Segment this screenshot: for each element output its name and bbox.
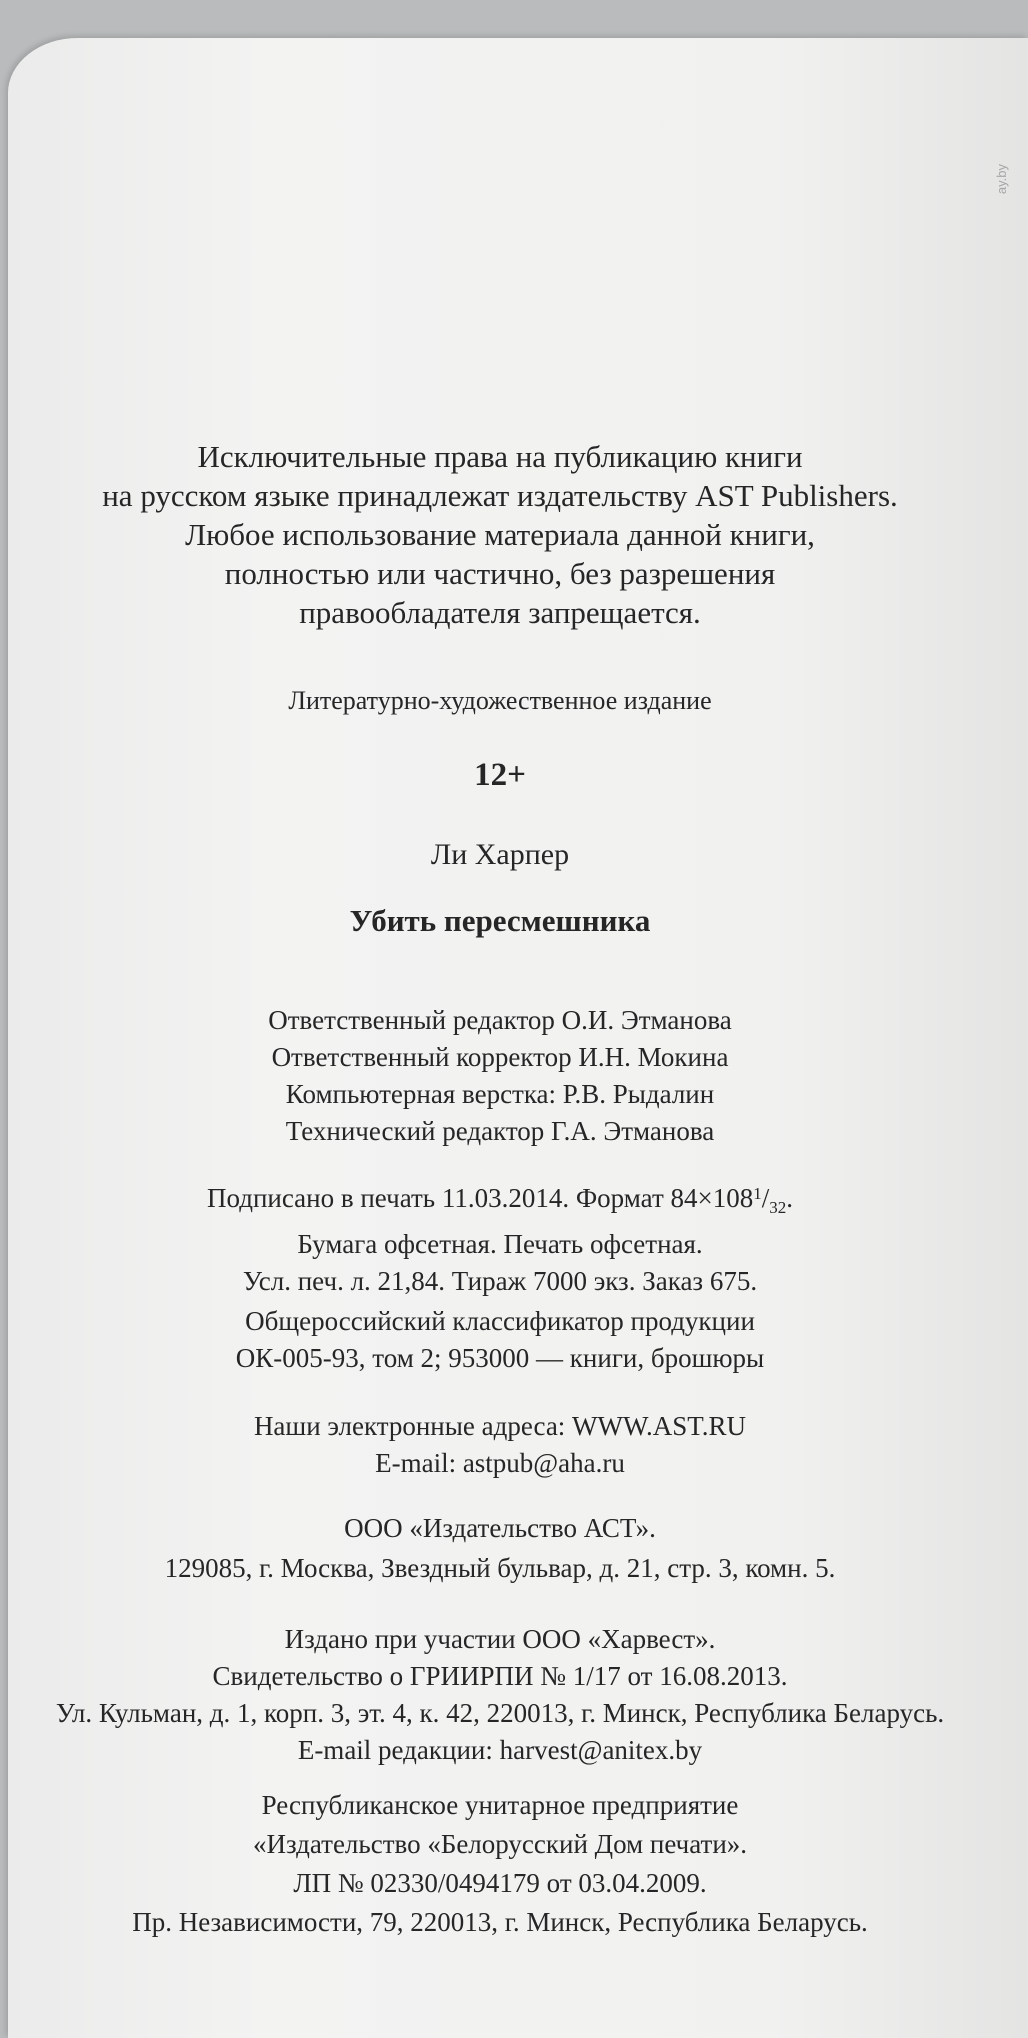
format-end: . [786, 1183, 793, 1213]
print-signed-line [0, 1175, 1000, 1226]
editorial-staff [0, 1002, 1000, 1150]
publisher-name: ООО «Издательство АСТ». [344, 1513, 656, 1543]
copyright-line: Исключительные права на публикацию книги [197, 439, 803, 474]
printing-line: «Издательство «Белорусский Дом печати». [252, 1829, 748, 1859]
staff-line: Ответственный корректор И.Н. Мокина [271, 1042, 729, 1072]
printing-line: ЛП № 02330/0494179 от 03.04.2009. [293, 1868, 707, 1898]
paper-line: Бумага офсетная. Печать офсетная. [297, 1229, 703, 1259]
print-signed-text: Подписано в печать 11.03.2014. Формат 84×108 [207, 1183, 754, 1213]
author-name: Ли Харпер [430, 838, 570, 871]
website-line: Наши электронные адреса: WWW.AST.RU [253, 1411, 747, 1441]
watermark: ay.by [994, 164, 1009, 195]
classifier-line: Общероссийский классификатор продукции [245, 1306, 755, 1336]
harvest-line: Издано при участии ООО «Харвест». [284, 1624, 716, 1654]
copyright-line: правообладателя запрещается. [299, 595, 701, 630]
harvest-line: Свидетельство о ГРИИРПИ № 1/17 от 16.08.2013. [212, 1661, 788, 1691]
staff-line: Ответственный редактор О.И. Этманова [268, 1005, 732, 1035]
format-denominator: 32 [769, 1198, 787, 1217]
product-classifier [0, 1303, 1000, 1377]
publisher-address [0, 1508, 1000, 1588]
printing-line: Республиканское унитарное предприятие [261, 1790, 739, 1820]
classifier-line: ОК-005-93, том 2; 953000 — книги, брошюры [235, 1343, 765, 1373]
copyright-line: на русском языке принадлежат издательству AST Publishers. [102, 478, 898, 513]
printing-house-info [0, 1786, 1000, 1942]
copyright-notice [0, 437, 1000, 632]
publisher-contacts [0, 1408, 1000, 1482]
staff-line: Технический редактор Г.А. Этманова [285, 1116, 715, 1146]
email-line: E-mail: astpub@aha.ru [375, 1448, 625, 1478]
staff-line: Компьютерная верстка: Р.В. Рыдалин [285, 1079, 715, 1109]
format-numerator: 1 [753, 1184, 762, 1203]
harvest-info [0, 1621, 1000, 1769]
age-rating: 12+ [474, 757, 526, 793]
edition-type: Литературно-художественное издание [288, 686, 712, 715]
harvest-line: E-mail редакции: harvest@anitex.by [297, 1735, 703, 1765]
copyright-line: полностью или частично, без разрешения [224, 556, 776, 591]
book-title: Убить пересмешника [349, 903, 651, 938]
copyright-line: Любое использование материала данной книги, [185, 517, 815, 552]
publisher-address-line: 129085, г. Москва, Звездный бульвар, д. 21, стр. 3, комн. 5. [164, 1553, 836, 1583]
format-separator: / [761, 1183, 770, 1213]
print-details [0, 1175, 1000, 1300]
print-run-line: Усл. печ. л. 21,84. Тираж 7000 экз. Заказ 675. [242, 1266, 758, 1296]
harvest-line: Ул. Кульман, д. 1, корп. 3, эт. 4, к. 42, 220013, г. Минск, Республика Беларусь. [55, 1698, 945, 1728]
printing-line: Пр. Независимости, 79, 220013, г. Минск, Республика Беларусь. [132, 1907, 868, 1937]
